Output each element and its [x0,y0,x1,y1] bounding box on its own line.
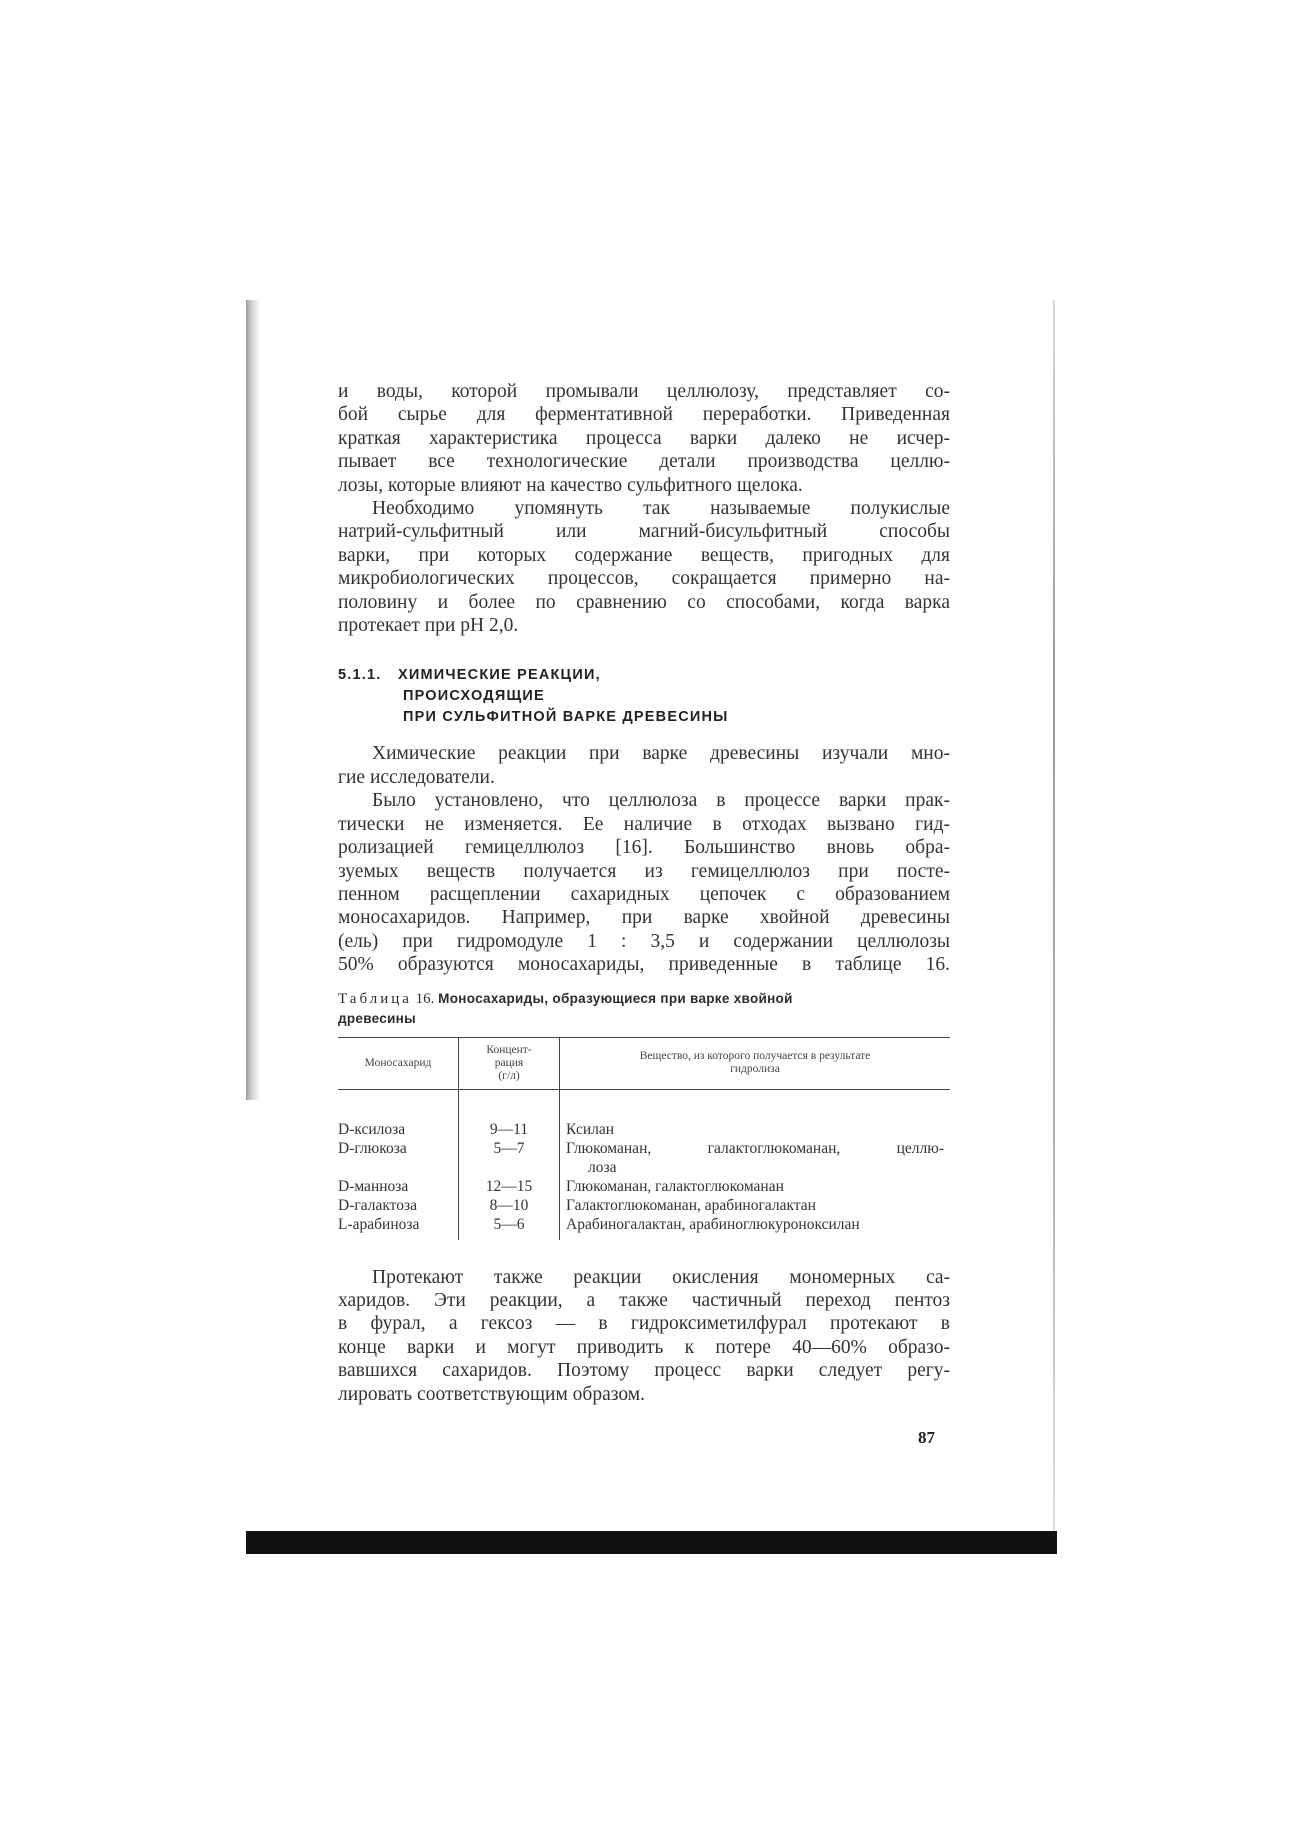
text-line: вавшихся сахаридов. Поэтому процесс варки следует регу- [338,1360,950,1382]
cell-source: Ксилан [566,1120,615,1138]
table-caption-title: Моносахариды, образующиеся при варке хвойной [438,990,793,1006]
column-header-monosaccharide: Моносахарид [338,1037,459,1089]
text-line: пывает все технологические детали производства целлю- [338,451,950,473]
text-line: Было установлено, что целлюлоза в процессе варки прак- [372,790,950,812]
text-line: Протекают также реакции окисления мономерных са- [372,1266,950,1288]
text-line: лировать соответствующим образом. [338,1383,645,1405]
section-heading [338,665,950,728]
table-caption-label: Таблица [338,990,412,1007]
page-content [338,380,950,1406]
text-line: бой сырье для ферментативной переработки. Приведенная [338,404,950,426]
paragraph-reactions [338,742,950,789]
cell-source: Глюкоманан, галактоглюкоманан, целлю- лоза [566,1139,944,1176]
cell-concentration: 5—7 [459,1139,560,1177]
table-caption-number: 16. [415,990,435,1007]
cell-monosaccharide: D-манноза [338,1177,459,1196]
cell-monosaccharide: D-глюкоза [338,1139,459,1177]
column-header-concentration: Концент- рация (г/л) [459,1037,560,1089]
text-line: микробиологических процессов, сокращается примерно на- [338,568,950,590]
text-line: моносахаридов. Например, при варке хвойной древесины [338,907,950,929]
heading-line: ПРИ СУЛЬФИТНОЙ ВАРКЕ ДРЕВЕСИНЫ [403,709,729,726]
text-line: зуемых веществ получается из гемицеллюлоз при посте- [338,860,950,882]
cell-source: Глюкоманан, галактоглюкоманан [566,1177,784,1195]
cell-concentration: 12—15 [459,1177,560,1196]
text-line: варки, при которых содержание веществ, пригодных для [338,544,950,566]
text-line: Необходимо упомянуть так называемые полукислые [372,498,950,520]
page-number: 87 [918,1428,935,1447]
text-line: ролизацией гемицеллюлоз [16]. Большинство вновь обра- [338,837,950,859]
text-line: и воды, которой промывали целлюлозу, представляет со- [338,381,950,402]
text-line: краткая характеристика процесса варки далеко не исчер- [338,427,950,449]
page-left-shadow [246,300,260,1100]
text-line: протекает при pH 2,0. [338,615,519,637]
monosaccharides-table [338,1037,950,1240]
scan-bottom-border [246,1531,1057,1554]
cell-concentration: 8—10 [459,1196,560,1215]
cell-monosaccharide: D-ксилоза [338,1120,459,1139]
heading-line: ПРОИСХОДЯЩИЕ [403,688,545,705]
table-caption-title-cont: древесины [338,1010,416,1026]
text-line: конце варки и могут приводить к потере 40—60% образо- [338,1336,950,1358]
heading-line: ХИМИЧЕСКИЕ РЕАКЦИИ, [398,667,601,684]
paragraph-intro [338,380,950,497]
text-line: гие исследователи. [338,766,495,788]
text-line: пенном расщеплении сахаридных цепочек с образованием [338,883,950,905]
table-row [338,1139,950,1177]
column-header-source: Вещество, из которого получается в результате гидролиза [560,1037,951,1089]
table-row [338,1215,950,1234]
text-line: тически не изменяется. Ее наличие в отходах вызвано гид- [338,813,950,835]
text-line: половину и более по сравнению со способами, когда варка [338,591,950,613]
table-caption [338,989,950,1029]
table-header-row [338,1037,950,1089]
table-row [338,1196,950,1215]
cell-monosaccharide: D-галактоза [338,1196,459,1215]
section-number: 5.1.1. [338,667,382,684]
text-line: натрий-сульфитный или магний-бисульфитный способы [338,521,950,543]
cell-monosaccharide: L-арабиноза [338,1215,459,1234]
text-line: (ель) при гидромодуле 1 : 3,5 и содержании целлюлозы [338,930,950,952]
text-line: Химические реакции при варке древесины изучали мно- [372,743,950,765]
text-line: 50% образуются моносахариды, приведенные в таблице 16. [338,954,950,976]
text-line: лозы, которые влияют на качество сульфитного щелока. [338,474,803,496]
table-row [338,1177,950,1196]
text-line: харидов. Эти реакции, а также частичный переход пентоз [338,1289,950,1311]
table-row [338,1120,950,1139]
cell-concentration: 5—6 [459,1215,560,1234]
cell-source: Галактоглюкоманан, арабиногалактан [566,1196,816,1214]
paragraph-oxidation [338,1266,950,1406]
text-line: в фурал, а гексоз — в гидроксиметилфурал протекают в [338,1313,950,1335]
page-right-edge [1053,300,1055,1540]
paragraph-semi-acid-cooking [338,497,950,637]
cell-source: Арабиногалактан, арабиноглюкуроноксилан [566,1215,860,1233]
paragraph-cellulose [338,789,950,976]
cell-concentration: 9—11 [459,1120,560,1139]
